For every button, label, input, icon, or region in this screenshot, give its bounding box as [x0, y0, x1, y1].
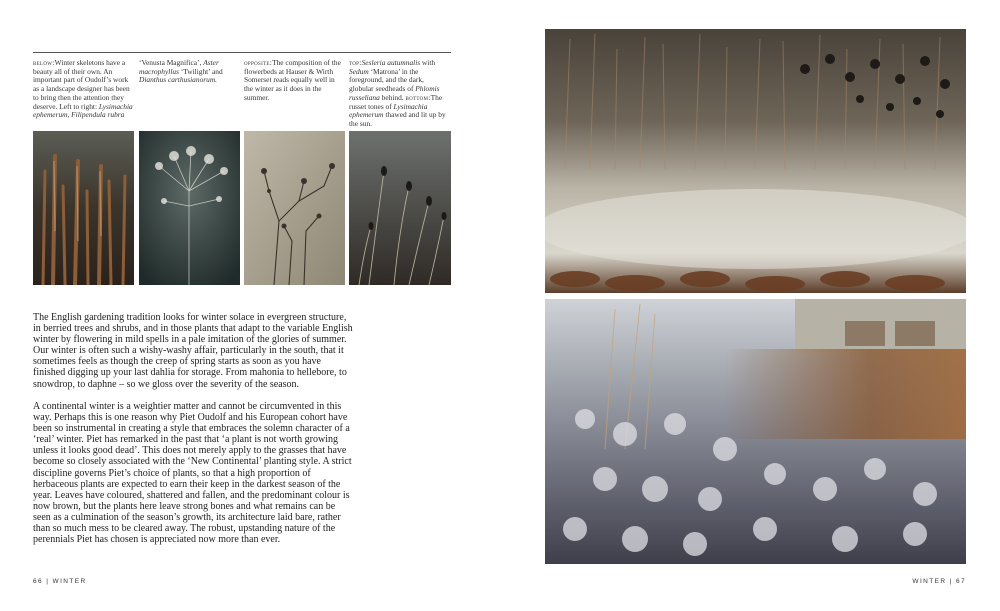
- body-paragraph-2: [33, 401, 353, 545]
- caption-below: [33, 59, 133, 120]
- caption-below-species: Lysimachia ephemerum, Filipendula rubra: [33, 101, 133, 120]
- caption-varieties-dianthus: Dianthus carthusianorum.: [139, 75, 218, 85]
- caption-below-label: below:: [33, 58, 55, 67]
- caption-opposite: [244, 59, 344, 103]
- caption-with: with: [420, 58, 436, 67]
- photo-filipendula-frost: [139, 131, 240, 285]
- paragraph-1-text: The English gardening tradition looks for winter solace in evergreen structure, in berried trees and shrubs, and in those plants that adapt to the variable English winter by flowering in mild spells in a pale imitation of the glories of summer. Our winter is often such a wishy-washy affair, particularly in the south, that it sometimes feels as though the creep of spring starts as soon as you have finished digging up your last dahlia for storage. From mahonia to hellebore, to snowdrop, to daphne – so we gloss over the severity of the season.: [33, 312, 353, 390]
- body-paragraph-1: [33, 312, 353, 390]
- caption-sedum: Sedum: [349, 66, 369, 76]
- caption-below-text: Winter skeletons have a beauty all of their own. An important part of Oudolf’s work as a landscape designer has been to bring then the attention they deserve. Left to right:: [33, 58, 130, 111]
- caption-phlomis: Phlomis russeliana: [349, 84, 440, 102]
- caption-opposite-text: The composition of the flowerbeds at Hauser & Wirth Somerset reads equally well in the winter as it does in the summer.: [244, 58, 341, 102]
- caption-bottom-label: bottom:: [405, 92, 431, 102]
- caption-varieties-p2: ‘Twilight’ and: [178, 66, 223, 76]
- caption-sedum-rest: ‘Matrona’ in the foreground, and the dark, globular seedheads of: [349, 66, 424, 94]
- folio-right: WINTER | 67: [912, 578, 966, 585]
- caption-varieties-p1: ‘Venusta Magnifica’,: [139, 58, 204, 67]
- caption-opposite-label: opposite:: [244, 58, 273, 67]
- photo-lysimachia-spikes: [33, 131, 134, 285]
- photo-dianthus-seedheads: [349, 131, 451, 285]
- caption-top-label: top:: [349, 58, 362, 67]
- caption-bottom-text: The russet tones of: [349, 92, 443, 111]
- photo-aster-seedheads: [244, 131, 345, 285]
- photo-lysimachia-frost: [545, 299, 966, 564]
- caption-varieties-aster: Aster macrophyllus: [139, 58, 219, 76]
- right-page: [500, 0, 1000, 611]
- caption-rule: [33, 52, 451, 53]
- caption-varieties: [139, 59, 239, 85]
- caption-lysimachia: Lysimachia ephemerum: [349, 101, 428, 120]
- caption-top-bottom: [349, 59, 449, 129]
- folio-left: 66 | WINTER: [33, 578, 87, 585]
- caption-sesleria: Sesleria autumnalis: [361, 58, 421, 67]
- paragraph-2-text: A continental winter is a weightier matter and cannot be circumvented in this way. Perhaps this is one reason why Piet Oudolf and his European cohort have been so instrumental in creating a style that embraces the solemn character of a ‘real’ winter. Piet has remarked in the past that ‘a plant is not worth growing unless it looks good dead’. This does not merely apply to the grasses that have become so closely associated with the ‘New Continental’ planting style. A strict discipline governs Piet’s choice of plants, so that a high proportion of herbaceous plants are expected to earn their keep in the darkest season of the year. Leaves have coloured, shattered and fallen, and the predominant colour is now brown, but the plants here leave strong bones and what remains can be seen as a culmination of the season’s growth, its architecture laid bare, rather than so much mess to be cleared away. The robust, upstanding nature of the perennials Piet has chosen is appreciated now more than ever.: [33, 401, 352, 546]
- caption-behind: behind.: [379, 92, 406, 102]
- caption-thawed: thawed and lit up by the sun.: [349, 110, 446, 128]
- photo-sesleria-border: [545, 29, 966, 293]
